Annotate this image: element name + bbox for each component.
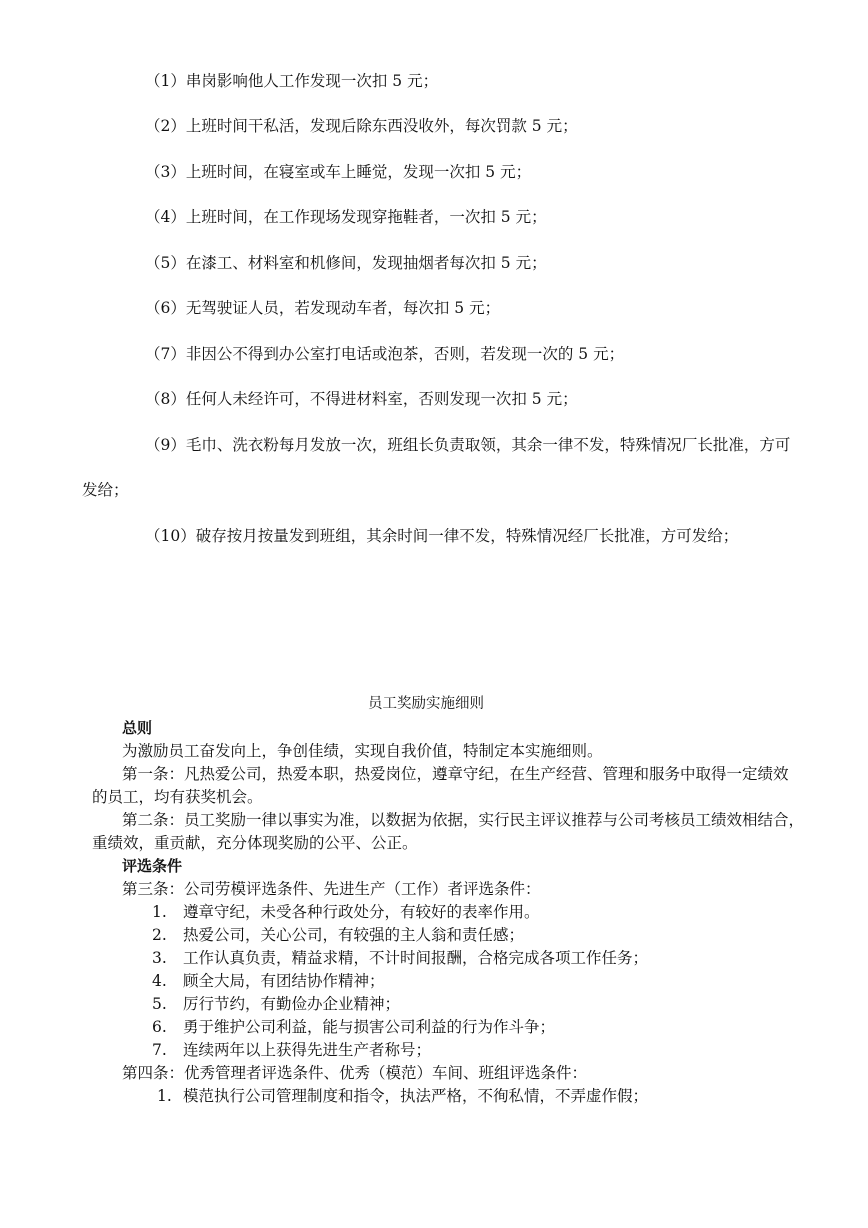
section-heading-criteria: 评选条件 xyxy=(122,857,183,875)
list-item-text: 连续两年以上获得先进生产者称号； xyxy=(183,1041,432,1059)
rule-item: （3）上班时间，在寝室或车上睡觉，发现一次扣 5 元； xyxy=(145,163,532,181)
article-4: 第四条：优秀管理者评选条件、优秀（模范）车间、班组评选条件： xyxy=(122,1064,588,1082)
list-item-number: 4. xyxy=(152,972,167,990)
rule-item: （5）在漆工、材料室和机修间，发现抽烟者每次扣 5 元； xyxy=(145,254,547,272)
rule-item: （2）上班时间干私活，发现后除东西没收外，每次罚款 5 元； xyxy=(145,117,578,135)
rule-item: （8）任何人未经许可，不得进材料室，否则发现一次扣 5 元； xyxy=(145,390,578,408)
list-item-text: 热爱公司，关心公司，有较强的主人翁和责任感； xyxy=(183,926,525,944)
rule-item-continuation: 发给； xyxy=(82,481,129,499)
list-item-number: 1. xyxy=(157,1087,172,1105)
rule-item: （7）非因公不得到办公室打电话或泡茶，否则，若发现一次的 5 元； xyxy=(145,345,625,363)
list-item-number: 3. xyxy=(152,949,167,967)
list-item-text: 模范执行公司管理制度和指令，执法严格，不徇私情，不弄虚作假； xyxy=(183,1087,649,1105)
list-item-number: 6. xyxy=(152,1018,167,1036)
list-item-text: 勇于维护公司利益，能与损害公司利益的行为作斗争； xyxy=(183,1018,556,1036)
article-2-cont: 重绩效，重贡献，充分体现奖励的公平、公正。 xyxy=(92,834,418,852)
list-item-text: 顾全大局，有团结协作精神； xyxy=(183,972,385,990)
rule-item: （10）破存按月按量发到班组，其余时间一律不发，特殊情况经厂长批准，方可发给； xyxy=(145,527,739,545)
list-item-number: 7. xyxy=(152,1041,167,1059)
rule-item: （4）上班时间，在工作现场发现穿拖鞋者，一次扣 5 元； xyxy=(145,208,547,226)
article-2: 第二条：员工奖励一律以事实为准，以数据为依据，实行民主评议推荐与公司考核员工绩效相结合， xyxy=(122,811,805,829)
paragraph: 为激励员工奋发向上，争创佳绩，实现自我价值，特制定本实施细则。 xyxy=(122,742,603,760)
section-heading-general: 总则 xyxy=(122,719,153,737)
document-title: 员工奖励实施细则 xyxy=(368,696,484,712)
list-item-text: 工作认真负责，精益求精，不计时间报酬，合格完成各项工作任务； xyxy=(183,949,649,967)
list-item-text: 厉行节约，有勤俭办企业精神； xyxy=(183,995,401,1013)
article-1-cont: 的员工，均有获奖机会。 xyxy=(92,788,263,806)
article-3: 第三条：公司劳模评选条件、先进生产（工作）者评选条件： xyxy=(122,880,541,898)
article-1: 第一条：凡热爱公司，热爱本职，热爱岗位，遵章守纪，在生产经营、管理和服务中取得一定绩效 xyxy=(122,765,789,783)
rule-item: （1）串岗影响他人工作发现一次扣 5 元； xyxy=(145,72,439,90)
list-item-number: 5. xyxy=(152,995,167,1013)
list-item-number: 1. xyxy=(152,903,167,921)
rule-item: （9）毛巾、洗衣粉每月发放一次，班组长负责取领，其余一律不发，特殊情况厂长批准，方可 xyxy=(145,436,791,454)
list-item-text: 遵章守纪，未受各种行政处分，有较好的表率作用。 xyxy=(183,903,540,921)
list-item-number: 2. xyxy=(152,926,167,944)
rule-item: （6）无驾驶证人员，若发现动车者，每次扣 5 元； xyxy=(145,299,501,317)
